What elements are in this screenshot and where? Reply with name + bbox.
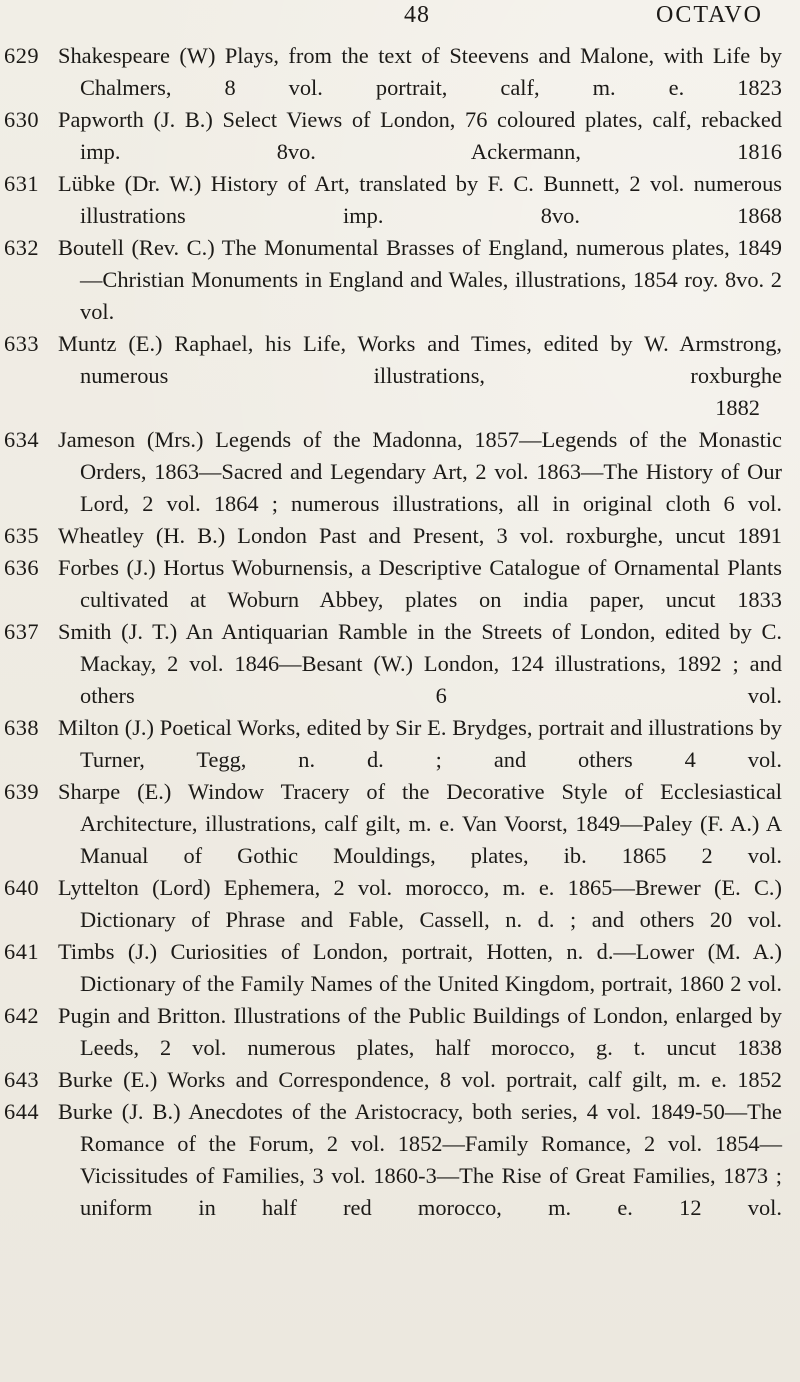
lot-description: Boutell (Rev. C.) The Monumental Brasses of England, numerous plates, 1849—Christian Monuments in England and Wales, illustrations, 1854 roy. 8vo. 2 vol. [58,235,782,324]
catalogue-entry [0,872,800,936]
lot-number: 638 [4,715,40,740]
catalogue-entry [0,1064,800,1096]
lot-number: 639 [4,779,40,804]
lot-number: 634 [4,427,40,452]
lot-description: Smith (J. T.) An Antiquarian Ramble in the Streets of London, edited by C. Mackay, 2 vol. 1846—Besant (W.) London, 124 illustrations, 1892 ; and others 6 vol. [58,619,782,708]
lot-number: 635 [4,523,40,548]
lot-description: Shakespeare (W) Plays, from the text of Steevens and Malone, with Life by Chalmers, 8 vol. portrait, calf, m. e. 1823 [58,43,782,100]
lot-date: 1882 [715,395,760,420]
catalogue-entry [0,1000,800,1064]
lot-description: Wheatley (H. B.) London Past and Present, 3 vol. roxburghe, uncut 1891 [58,523,782,548]
running-head [0,2,800,32]
catalogue-entry [0,424,800,520]
lot-number: 630 [4,107,40,132]
lot-description: Milton (J.) Poetical Works, edited by Sir E. Brydges, portrait and illustrations by Turner, Tegg, n. d. ; and others 4 vol. [58,715,782,772]
lot-description: Jameson (Mrs.) Legends of the Madonna, 1857—Legends of the Monastic Orders, 1863—Sacred and Legendary Art, 2 vol. 1863—The History of Our Lord, 2 vol. 1864 ; numerous illustrations, all in original cloth 6 vol. [58,427,782,516]
catalogue-entry [0,1096,800,1224]
catalogue-entry [0,168,800,232]
lot-number: 643 [4,1067,40,1092]
lot-number: 637 [4,619,40,644]
lot-number: 631 [4,171,40,196]
catalogue-entry [0,616,800,712]
lot-description: Papworth (J. B.) Select Views of London, 76 coloured plates, calf, rebacked imp. 8vo. Ackermann, 1816 [58,107,782,164]
page-number: 48 [404,2,430,28]
section-title: OCTAVO [656,2,763,28]
lot-description: Timbs (J.) Curiosities of London, portrait, Hotten, n. d.—Lower (M. A.) Dictionary of the Family Names of the United Kingdom, portrait, 1860 2 vol. [58,939,782,996]
catalogue-entry [0,776,800,872]
lot-description: Burke (J. B.) Anecdotes of the Aristocracy, both series, 4 vol. 1849-50—The Romance of the Forum, 2 vol. 1852—Family Romance, 2 vol. 1854—Vicissitudes of Families, 3 vol. 1860-3—The Rise of Great Families, 1873 ; uniform in half red morocco, m. e. 12 vol. [58,1099,782,1220]
lot-description: Lübke (Dr. W.) History of Art, translated by F. C. Bunnett, 2 vol. numerous illustrations imp. 8vo. 1868 [58,171,782,228]
lot-number: 641 [4,939,40,964]
lot-number: 629 [4,43,40,68]
catalogue-entry [0,520,800,552]
catalogue-entry [0,328,800,424]
lot-description: Pugin and Britton. Illustrations of the Public Buildings of London, enlarged by Leeds, 2 vol. numerous plates, half morocco, g. t. uncut 1838 [58,1003,782,1060]
catalogue-entry [0,712,800,776]
lot-number: 642 [4,1003,40,1028]
catalogue-entry [0,232,800,328]
lot-description: Lyttelton (Lord) Ephemera, 2 vol. morocco, m. e. 1865—Brewer (E. C.) Dictionary of Phrase and Fable, Cassell, n. d. ; and others 20 vol. [58,875,782,932]
catalogue-entries [0,40,800,1224]
lot-number: 636 [4,555,40,580]
lot-description: Burke (E.) Works and Correspondence, 8 vol. portrait, calf gilt, m. e. 1852 [58,1067,782,1092]
catalogue-entry [0,40,800,104]
catalogue-entry [0,936,800,1000]
lot-number: 633 [4,331,40,356]
lot-description: Forbes (J.) Hortus Woburnensis, a Descriptive Catalogue of Ornamental Plants cultivated at Woburn Abbey, plates on india paper, uncut 1833 [58,555,782,612]
lot-number: 632 [4,235,40,260]
catalogue-entry [0,552,800,616]
lot-number: 640 [4,875,40,900]
lot-description: Sharpe (E.) Window Tracery of the Decorative Style of Ecclesiastical Architecture, illustrations, calf gilt, m. e. Van Voorst, 1849—Paley (F. A.) A Manual of Gothic Mouldings, plates, ib. 1865 2 vol. [58,779,782,868]
lot-number: 644 [4,1099,40,1124]
catalogue-entry [0,104,800,168]
lot-description: Muntz (E.) Raphael, his Life, Works and Times, edited by W. Armstrong, numerous illustrations, roxburghe [58,331,782,388]
